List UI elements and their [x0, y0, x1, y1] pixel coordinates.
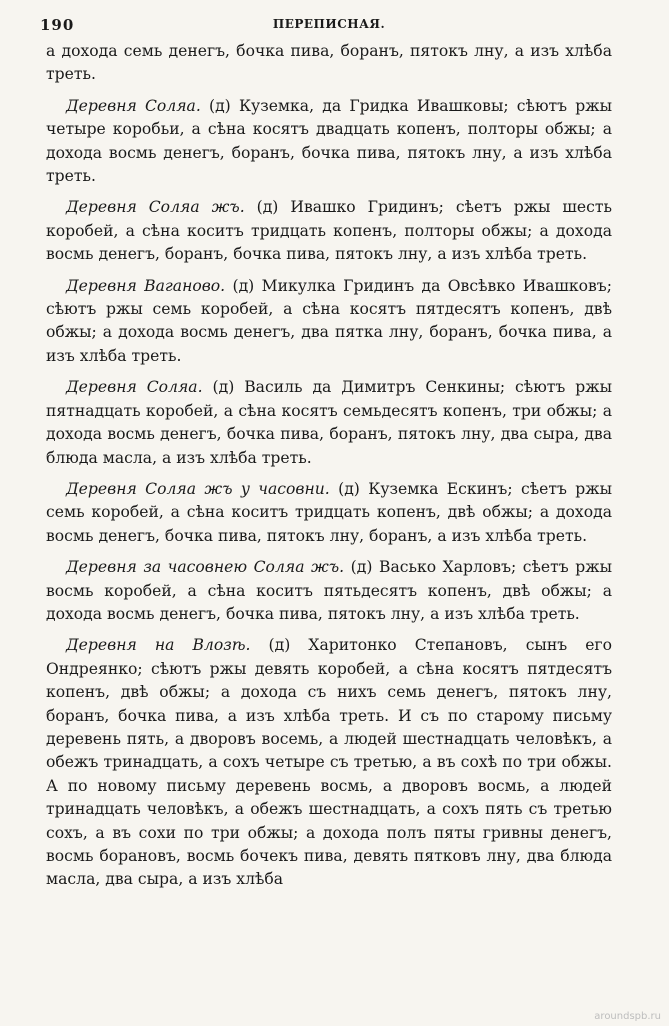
village-name: Деревня Соляа.	[66, 96, 201, 115]
watermark: aroundspb.ru	[594, 1011, 661, 1022]
paragraph-text: а дохода семь денегъ, бочка пива, боранъ, пятокъ лну, а изъ хлѣба треть.	[46, 42, 612, 84]
paragraph-text: (д) Харитонко Степановъ, сынъ его Ондреянко; сѣютъ ржы девять коробей, а сѣна косятъ пятдесятъ копенъ, двѣ обжы; а дохода съ нихъ семь денегъ, пятокъ лну, боранъ, бочка пива, а изъ хлѣба треть. И съ по старому письму деревень пять, а дворовъ восемь, а людей шестнадцать человѣкъ, а обежъ тринадцать, а сохъ четыре съ третью, а въ сохѣ по три обжы. А по новому письму деревень восмь, а дворовъ восмь, а людей тринадцать человѣкъ, а обежъ шестнадцать, а сохъ пять съ третью сохъ, а въ сохи по три обжы; а дохода полъ пяты гривны денегъ, восмь борановъ, восмь бочекъ пива, девять пятковъ лну, два блюда масла, два сыра, а изъ хлѣба	[46, 636, 612, 889]
running-title: ПЕРЕПИСНАЯ.	[272, 17, 386, 31]
paragraph-text: (д) Куземка Ескинъ; сѣетъ ржы семь коробей, а сѣна коситъ тридцать копенъ, двѣ обжы; а дохода восмь денегъ, бочка пива, пятокъ лну, боранъ, а изъ хлѣба треть.	[46, 479, 612, 545]
paragraph-text: (д) Ивашко Гридинъ; сѣетъ ржы шесть коробей, а сѣна коситъ тридцать копенъ, полторы обжы; а дохода восмь денегъ, боранъ, бочка пива, пятокъ лну, а изъ хлѣба треть.	[46, 198, 612, 264]
paragraph	[46, 196, 612, 266]
paragraph	[46, 95, 612, 189]
village-name: Деревня за часовнею Соляа жъ.	[66, 558, 345, 577]
village-name: Деревня Соляа.	[66, 378, 203, 397]
paragraph	[46, 376, 612, 470]
paragraph-text: (д) Василь да Димитръ Сенкины; сѣютъ ржы пятнадцать коробей, а сѣна косятъ семьдесятъ копенъ, три обжы; а дохода восмь денегъ, бочка пива, боранъ, пятокъ лну, два сыра, два блюда масла, а изъ хлѣба треть.	[46, 378, 612, 467]
paragraph-text: (д) Микулка Гридинъ да Овсѣвко Ивашковъ; сѣютъ ржы семь коробей, а сѣна косятъ пятдесятъ копенъ, двѣ обжы; а дохода восмь денегъ, два пятка лну, боранъ, бочка пива, а изъ хлѣба треть.	[46, 276, 612, 365]
document-page	[40, 14, 612, 900]
village-name: Деревня Соляа жъ.	[66, 198, 245, 217]
paragraph-text: (д) Васько Харловъ; сѣетъ ржы восмь коробей, а сѣна коситъ пятьдесятъ копенъ, двѣ обжы; а дохода восмь денегъ, бочка пива, пятокъ лну, а изъ хлѣба треть.	[46, 558, 612, 623]
paragraph-continuation	[46, 40, 612, 87]
page-header	[40, 14, 612, 40]
paragraph	[46, 556, 612, 626]
paragraph	[46, 275, 612, 369]
village-name: Деревня Соляа жъ у часовни.	[66, 479, 330, 498]
village-name: Деревня на Влозѣ.	[66, 636, 251, 655]
page-number: 190	[40, 16, 75, 34]
paragraph	[46, 634, 612, 891]
paragraph-text: (д) Куземка, да Гридка Ивашковы; сѣютъ ржы четыре коробьи, а сѣна косятъ двадцать копенъ, полторы обжы; а дохода восмь денегъ, боранъ, бочка пива, пятокъ лну, а изъ хлѣба треть.	[46, 96, 612, 186]
village-name: Деревня Ваганово.	[66, 276, 226, 295]
paragraph	[46, 478, 612, 548]
